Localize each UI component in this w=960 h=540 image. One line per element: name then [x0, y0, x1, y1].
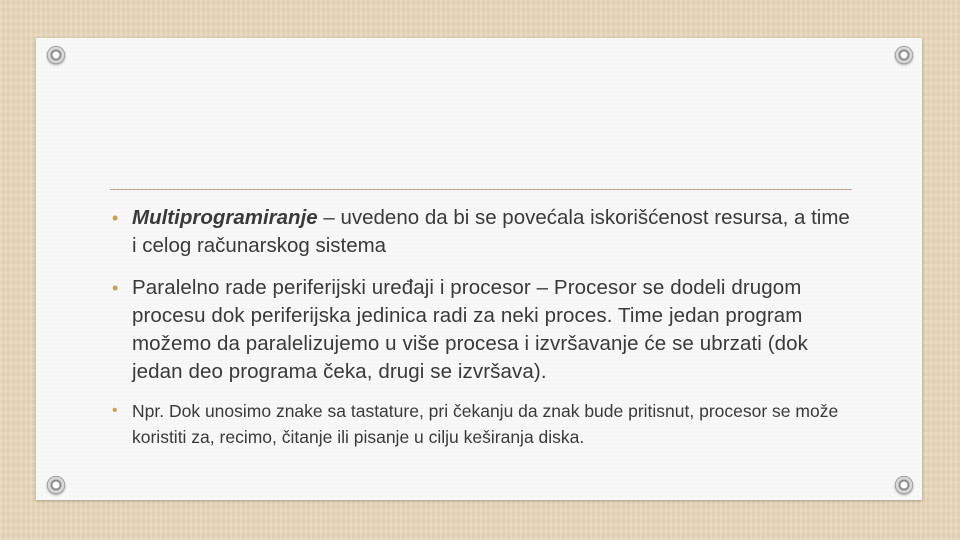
bullet-item: [112, 398, 852, 450]
bullet-list: [112, 204, 852, 450]
pushpin-bottom-right-icon: [895, 476, 913, 494]
title-divider: [110, 189, 852, 190]
pushpin-top-left-icon: [47, 46, 65, 64]
pushpin-bottom-left-icon: [47, 476, 65, 494]
bullet-text: – uvedeno da bi se povećala iskorišćenost resursa, a time i celog računarskog sistema: [132, 206, 850, 257]
bullet-item: [112, 204, 852, 260]
bullet-icon: •: [112, 278, 119, 298]
bullet-icon: •: [112, 402, 118, 419]
bullet-item: [112, 274, 852, 386]
bullet-text: Paralelno rade periferijski uređaji i procesor – Procesor se dodeli drugom procesu dok periferijska jedinica radi za neki proces. Time jedan program možemo da paralelizujemo u više procesa i izvršavanje će se ubrzati (dok jedan deo programa čeka, drugi se izvršava).: [132, 276, 809, 383]
bullet-text: Npr. Dok unosimo znake sa tastature, pri čekanju da znak bude pritisnut, procesor se može koristiti za, recimo, čitanje ili pisanje u cilju keširanja diska.: [132, 401, 839, 447]
bullet-term: Multiprogramiranje: [132, 206, 318, 229]
bullet-icon: •: [112, 208, 119, 228]
pushpin-top-right-icon: [895, 46, 913, 64]
